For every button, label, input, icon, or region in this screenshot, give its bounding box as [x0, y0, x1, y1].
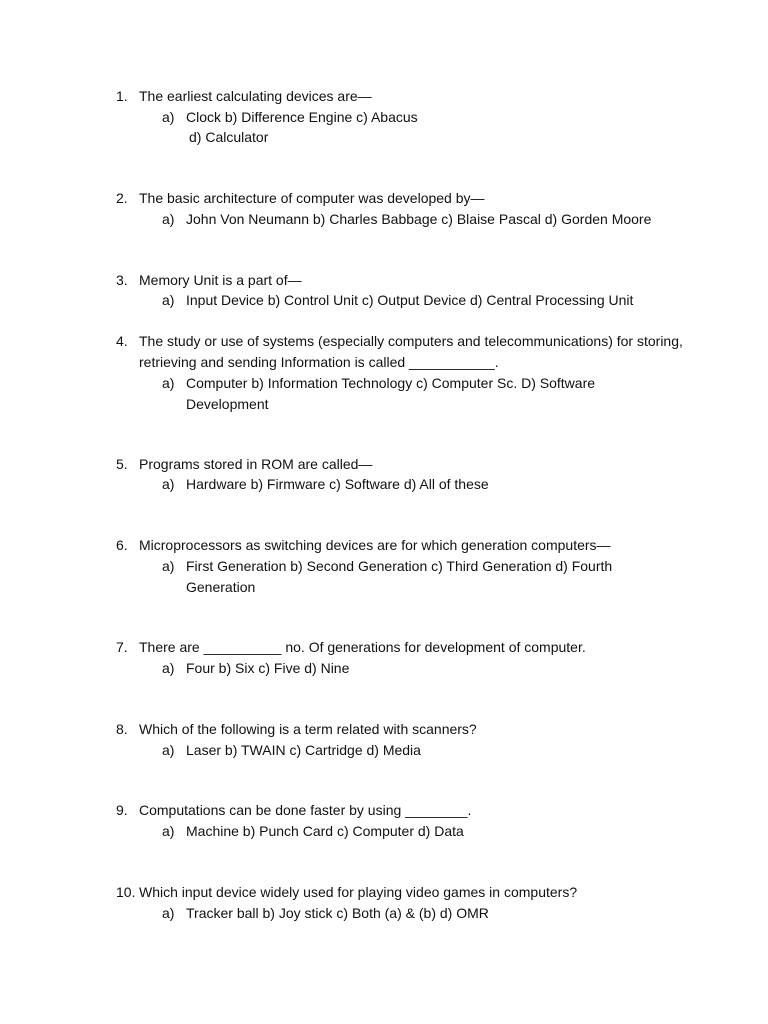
question-text: Programs stored in ROM are called— — [139, 456, 373, 472]
options-text: Machine b) Punch Card c) Computer d) Data — [186, 823, 464, 839]
question-number: 10. — [116, 884, 136, 900]
options-text: First Generation b) Second Generation c) Third Generation d) Fourth Generation — [186, 558, 613, 595]
options-text: Four b) Six c) Five d) Nine — [186, 660, 350, 676]
question-text: Which input device widely used for playing video games in computers? — [139, 884, 578, 900]
question-text: Memory Unit is a part of— — [139, 272, 302, 288]
question-stem — [116, 331, 686, 372]
question-number: 7. — [116, 639, 128, 655]
options-text: Tracker ball b) Joy stick c) Both (a) & (b) d) OMR — [186, 905, 489, 921]
question-number: 5. — [116, 456, 128, 472]
option-marker: a) — [162, 823, 175, 839]
question-text: There are __________ no. Of generations for development of computer. — [139, 639, 586, 655]
options-text: John Von Neumann b) Charles Babbage c) Blaise Pascal d) Gorden Moore — [186, 211, 652, 227]
options-text: Laser b) TWAIN c) Cartridge d) Media — [186, 742, 421, 758]
option-marker: a) — [162, 109, 175, 125]
option-marker: a) — [162, 211, 175, 227]
question-number: 2. — [116, 190, 128, 206]
question-text: The basic architecture of computer was developed by— — [139, 190, 485, 206]
options-text: Input Device b) Control Unit c) Output Device d) Central Processing Unit — [186, 292, 634, 308]
option-marker: a) — [162, 292, 175, 308]
options-text: Clock b) Difference Engine c) Abacus — [186, 109, 418, 125]
question-number: 8. — [116, 721, 128, 737]
question-number: 6. — [116, 537, 128, 553]
question-number: 9. — [116, 802, 128, 818]
question-text: Microprocessors as switching devices are for which generation computers— — [139, 537, 611, 553]
options-text: Computer b) Information Technology c) Computer Sc. D) Software Development — [186, 375, 596, 412]
option-marker: a) — [162, 375, 175, 391]
question-number: 3. — [116, 272, 128, 288]
option-marker: a) — [162, 905, 175, 921]
question-text: The study or use of systems (especially computers and telecommunications) for storing, retrieving and sending Information is called ___________. — [139, 333, 683, 370]
option-marker: a) — [162, 660, 175, 676]
options-text: Hardware b) Firmware c) Software d) All of these — [186, 476, 489, 492]
option-marker: a) — [162, 742, 175, 758]
question-number: 1. — [116, 88, 128, 104]
question-text: The earliest calculating devices are— — [139, 88, 372, 104]
question-text: Computations can be done faster by using ________. — [139, 802, 472, 818]
option-marker: a) — [162, 476, 175, 492]
option-marker: a) — [162, 558, 175, 574]
question-number: 4. — [116, 333, 128, 349]
options-continuation: d) Calculator — [189, 129, 269, 145]
question-text: Which of the following is a term related with scanners? — [139, 721, 477, 737]
